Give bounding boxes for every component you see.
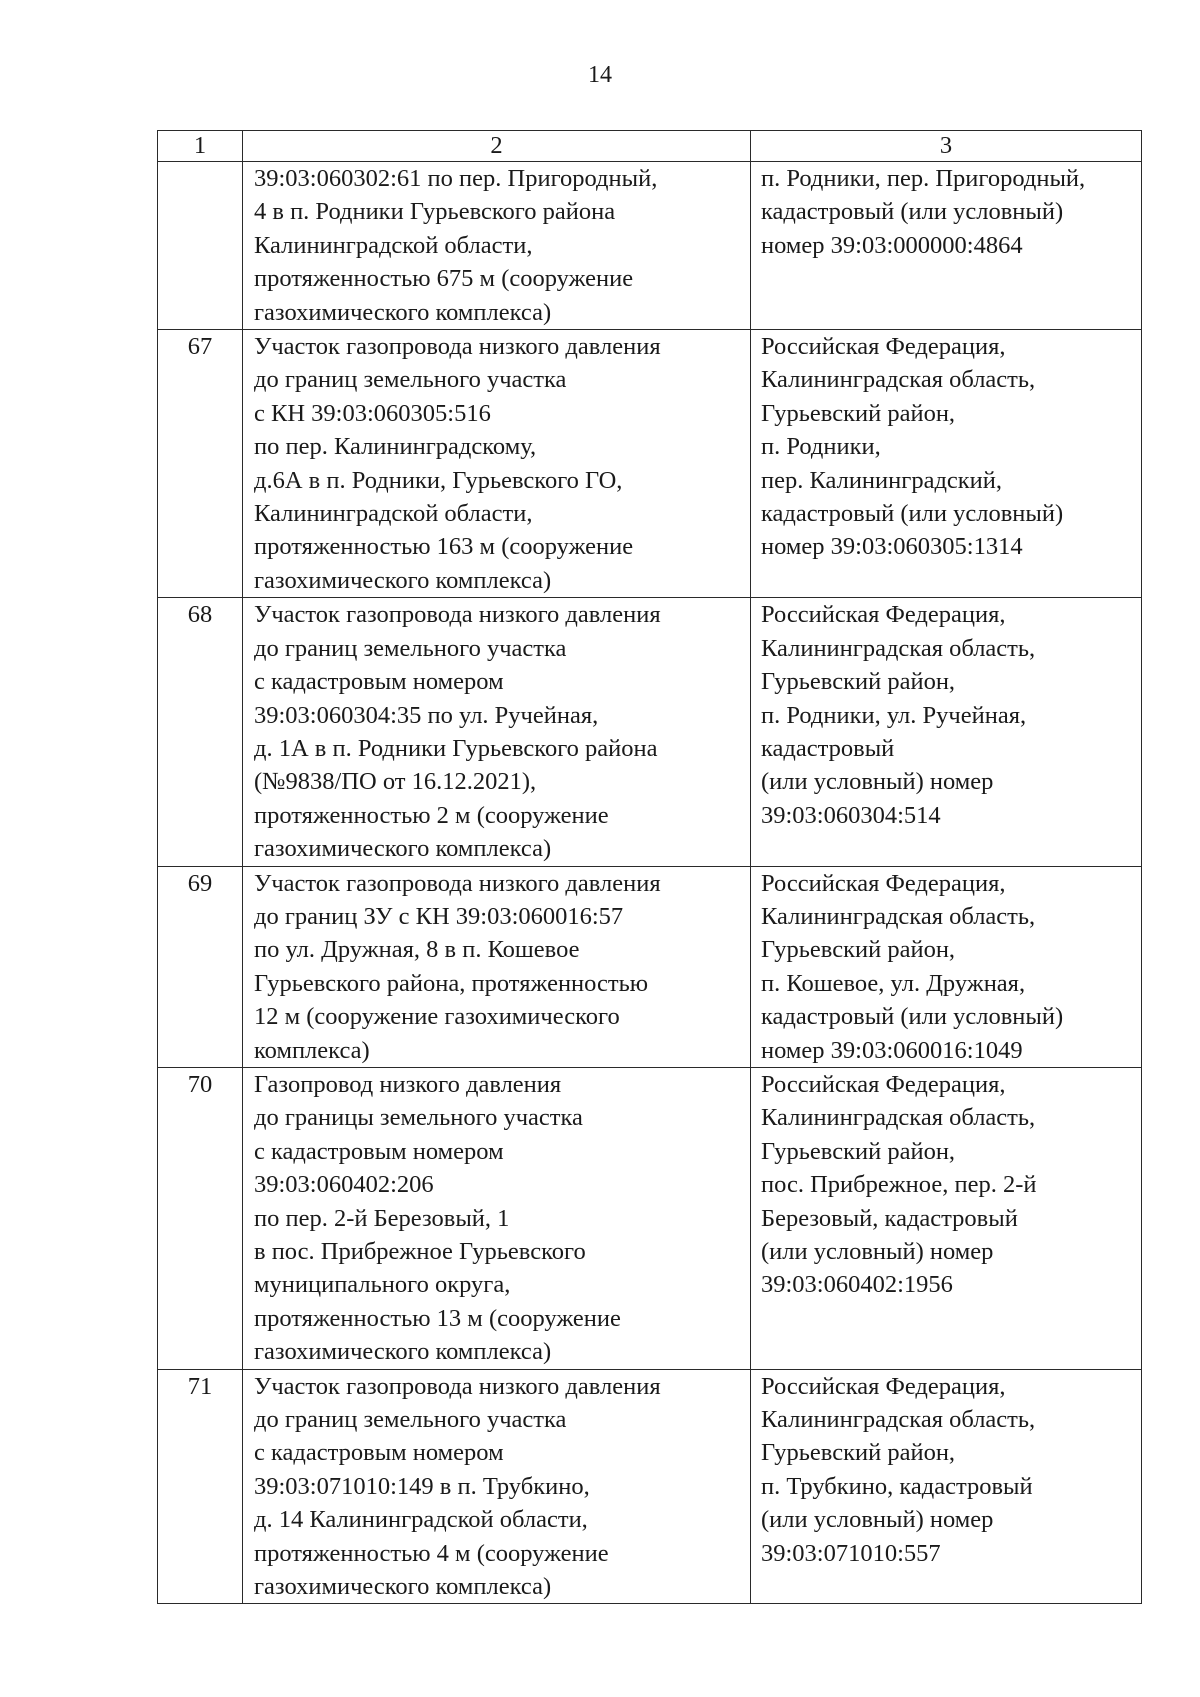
object-description-cell [243, 866, 751, 1067]
property-table [157, 130, 1142, 1604]
object-description-cell [243, 1369, 751, 1604]
address-line: Калининградская область, [761, 366, 1036, 394]
description-line: (№9838/ПО от 16.12.2021), [254, 768, 537, 796]
row-number [158, 162, 243, 330]
description-line: в пос. Прибрежное Гурьевского [254, 1238, 586, 1265]
description-line: 39:03:071010:149 в п. Трубкино, [254, 1472, 590, 1500]
table-row [158, 598, 1142, 866]
address-line: Калининградская область, [761, 634, 1036, 662]
location-address-cell [751, 162, 1142, 330]
address-line: п. Родники, пер. Пригородный, [761, 165, 1086, 192]
page-number: 14 [588, 62, 612, 88]
description-line: протяженностью 675 м (сооружение [254, 265, 634, 293]
description-line: Калининградской области, [254, 500, 533, 528]
description-line: 12 м (сооружение газохимического [254, 1003, 620, 1031]
address-line: пос. Прибрежное, пер. 2-й [761, 1171, 1037, 1199]
table-row [158, 162, 1142, 330]
description-line: Калининградской области, [254, 231, 533, 259]
description-line: комплекса) [254, 1036, 370, 1064]
description-line: Участок газопровода низкого давления [254, 601, 661, 629]
header-col-3: 3 [751, 131, 1142, 162]
row-number: 67 [158, 330, 243, 598]
description-line: до границ ЗУ с КН 39:03:060016:57 [254, 902, 624, 930]
description-line: до границ земельного участка [254, 634, 567, 662]
description-line: по ул. Дружная, 8 в п. Кошевое [254, 936, 580, 964]
description-line: с КН 39:03:060305:516 [254, 399, 491, 427]
description-line: протяженностью 163 м (сооружение [254, 533, 634, 561]
address-line: 39:03:060304:514 [761, 801, 941, 829]
description-line: с кадастровым номером [254, 1137, 504, 1165]
address-line: 39:03:060402:1956 [761, 1271, 953, 1299]
description-line: газохимического комплекса) [254, 298, 552, 326]
address-line: номер 39:03:000000:4864 [761, 231, 1023, 259]
description-line: Участок газопровода низкого давления [254, 1372, 661, 1400]
location-address-cell [751, 330, 1142, 598]
description-line: Участок газопровода низкого давления [254, 869, 661, 897]
description-line: д. 1А в п. Родники Гурьевского района [254, 734, 658, 762]
header-row [158, 131, 1142, 162]
row-number: 69 [158, 866, 243, 1067]
description-line: Газопровод низкого давления [254, 1070, 562, 1098]
address-line: пер. Калининградский, [761, 466, 1003, 494]
address-line: кадастровый (или условный) [761, 198, 1064, 226]
header-col-1: 1 [158, 131, 243, 162]
address-line: Российская Федерация, [761, 601, 1006, 629]
address-line: Березовый, кадастровый [761, 1204, 1018, 1232]
row-number: 70 [158, 1067, 243, 1369]
object-description-cell [243, 1067, 751, 1369]
address-line: номер 39:03:060016:1049 [761, 1036, 1023, 1064]
address-line: п. Трубкино, кадастровый [761, 1472, 1033, 1500]
address-line: кадастровый [761, 734, 895, 762]
table-row [158, 866, 1142, 1067]
description-line: газохимического комплекса) [254, 566, 552, 594]
description-line: до границы земельного участка [254, 1104, 583, 1132]
address-line: Калининградская область, [761, 902, 1036, 930]
description-line: 39:03:060302:61 по пер. Пригородный, [254, 165, 658, 192]
address-line: п. Родники, ул. Ручейная, [761, 701, 1027, 729]
location-address-cell [751, 866, 1142, 1067]
description-line: протяженностью 4 м (сооружение [254, 1539, 609, 1567]
table-row [158, 330, 1142, 598]
address-line: кадастровый (или условный) [761, 500, 1064, 528]
location-address-cell [751, 598, 1142, 866]
description-line: 39:03:060402:206 [254, 1171, 434, 1199]
description-line: муниципального округа, [254, 1271, 511, 1299]
description-line: до границ земельного участка [254, 1406, 567, 1434]
address-line: 39:03:071010:557 [761, 1539, 941, 1567]
address-line: (или условный) номер [761, 1506, 994, 1534]
row-number: 68 [158, 598, 243, 866]
address-line: кадастровый (или условный) [761, 1003, 1064, 1031]
table-header [158, 131, 1142, 162]
address-line: Российская Федерация, [761, 1070, 1006, 1098]
row-number: 71 [158, 1369, 243, 1604]
address-line: (или условный) номер [761, 1238, 994, 1265]
description-line: по пер. Калининградскому, [254, 433, 537, 461]
address-line: (или условный) номер [761, 768, 994, 796]
description-line: д.6А в п. Родники, Гурьевского ГО, [254, 466, 623, 494]
location-address-cell [751, 1369, 1142, 1604]
address-line: Российская Федерация, [761, 333, 1006, 361]
description-line: до границ земельного участка [254, 366, 567, 394]
address-line: Гурьевский район, [761, 936, 956, 964]
address-line: Калининградская область, [761, 1406, 1036, 1434]
description-line: по пер. 2-й Березовый, 1 [254, 1204, 510, 1232]
description-line: газохимического комплекса) [254, 1573, 552, 1601]
description-line: Участок газопровода низкого давления [254, 333, 661, 361]
table-row [158, 1067, 1142, 1369]
address-line: п. Кошевое, ул. Дружная, [761, 969, 1026, 997]
address-line: Калининградская область, [761, 1104, 1036, 1132]
description-line: Гурьевского района, протяженностью [254, 969, 649, 997]
address-line: Российская Федерация, [761, 1372, 1006, 1400]
description-line: с кадастровым номером [254, 668, 504, 696]
address-line: Гурьевский район, [761, 1439, 956, 1467]
address-line: Российская Федерация, [761, 869, 1006, 897]
description-line: д. 14 Калининградской области, [254, 1506, 588, 1534]
object-description-cell [243, 598, 751, 866]
description-line: газохимического комплекса) [254, 1338, 552, 1366]
description-line: протяженностью 2 м (сооружение [254, 801, 609, 829]
address-line: номер 39:03:060305:1314 [761, 533, 1023, 561]
table-body [158, 162, 1142, 1604]
address-line: п. Родники, [761, 433, 881, 461]
object-description-cell [243, 330, 751, 598]
description-line: 39:03:060304:35 по ул. Ручейная, [254, 701, 599, 729]
address-line: Гурьевский район, [761, 1137, 956, 1165]
description-line: с кадастровым номером [254, 1439, 504, 1467]
address-line: Гурьевский район, [761, 399, 956, 427]
location-address-cell [751, 1067, 1142, 1369]
description-line: 4 в п. Родники Гурьевского района [254, 198, 616, 226]
object-description-cell [243, 162, 751, 330]
header-col-2: 2 [243, 131, 751, 162]
description-line: протяженностью 13 м (сооружение [254, 1304, 621, 1332]
address-line: Гурьевский район, [761, 668, 956, 696]
table-row [158, 1369, 1142, 1604]
description-line: газохимического комплекса) [254, 835, 552, 863]
